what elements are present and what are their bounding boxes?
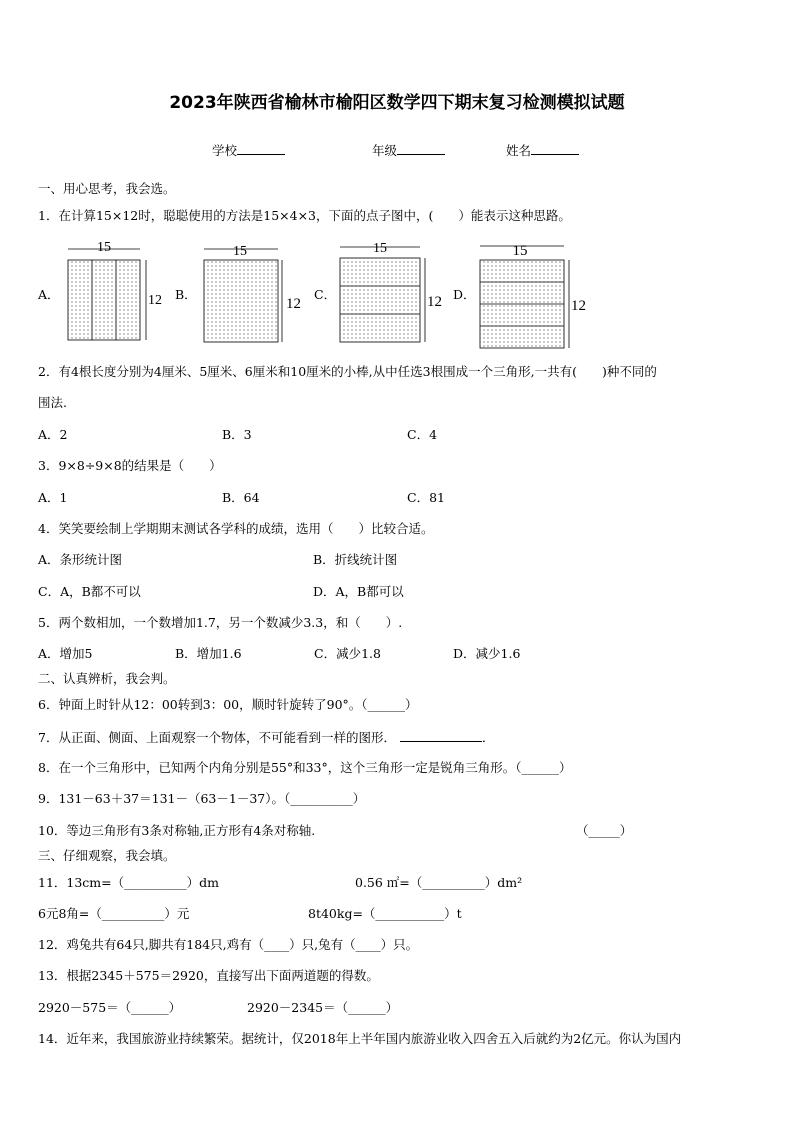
q8-text[interactable]: 8．在一个三角形中，已知两个内角分别是55°和33°，这个三角形一定是锐角三角形。（______） xyxy=(38,760,572,775)
q4-option-a[interactable]: A．条形统计图 xyxy=(38,552,123,567)
q3-option-c[interactable]: C．81 xyxy=(407,490,445,505)
q1-figure-d xyxy=(474,240,589,352)
name-field[interactable] xyxy=(506,142,579,159)
q9-text[interactable]: 9．131－63＋37＝131－（63－1－37）。（__________） xyxy=(38,791,366,806)
q11-part-b[interactable]: 0.56 ㎡=（__________）dm² xyxy=(355,875,523,890)
school-field[interactable] xyxy=(212,142,285,159)
name-label: 姓名 xyxy=(506,143,532,158)
q10-answer[interactable]: （_____） xyxy=(576,823,633,838)
q11-part-a[interactable]: 11．13cm=（__________）dm xyxy=(38,875,219,890)
q1-figure-c xyxy=(334,240,449,352)
q7-question: 7．从正面、侧面、上面观察一个物体，不可能看到一样的图形． xyxy=(38,730,396,745)
q1b-width-label: 15 xyxy=(233,244,247,259)
q4-text: 4．笑笑要绘制上学期期末测试各学科的成绩，选用（ ）比较合适。 xyxy=(38,521,434,536)
q1a-height-label: 12 xyxy=(148,293,162,308)
q3-option-b[interactable]: B．64 xyxy=(222,490,260,505)
q5-option-a[interactable]: A．增加5 xyxy=(38,646,93,661)
q1a-width-label: 15 xyxy=(97,240,111,255)
q3-option-a[interactable]: A．1 xyxy=(38,490,68,505)
q1d-width-label: 15 xyxy=(512,243,528,259)
q1d-height-label: 12 xyxy=(571,298,586,314)
q13-part-b[interactable]: 2920－2345＝（______） xyxy=(247,1000,399,1015)
q6-text[interactable]: 6．钟面上时针从12：00转到3：00，顺时针旋转了90°。（______） xyxy=(38,697,418,712)
q2-text: 2．有4根长度分别为4厘米、5厘米、6厘米和10厘米的小棒,从中任选3根围成一个三角形,一共有( )种不同的 xyxy=(38,364,657,379)
q1-figure-a xyxy=(62,240,162,352)
q1c-width-label: 15 xyxy=(373,241,387,256)
q1-option-a[interactable]: A． xyxy=(38,287,60,302)
q1-figure-b xyxy=(198,240,308,352)
q2-option-b[interactable]: B．3 xyxy=(222,427,252,442)
q5-option-d[interactable]: D．减少1.6 xyxy=(453,646,521,661)
q11-part-c[interactable]: 6元8角=（__________）元 xyxy=(38,906,190,921)
page-title: 2023年陕西省榆林市榆阳区数学四下期末复习检测模拟试题 xyxy=(169,93,625,113)
q1-text: 1．在计算15×12时，聪聪使用的方法是15×4×3，下面的点子图中，( ）能表示这种思路。 xyxy=(38,208,571,223)
q4-option-c[interactable]: C．A，B都不可以 xyxy=(38,584,141,599)
q2-option-c[interactable]: C．4 xyxy=(407,427,438,442)
section-3-heading: 三、仔细观察，我会填。 xyxy=(38,848,176,863)
q1-option-c[interactable]: C． xyxy=(314,287,337,302)
grade-label: 年级 xyxy=(372,143,398,158)
q2-option-a[interactable]: A．2 xyxy=(38,427,68,442)
q3-text: 3．9×8÷9×8的结果是（ ） xyxy=(38,458,222,473)
q2-text-cont: 围法. xyxy=(38,395,67,410)
school-label: 学校 xyxy=(212,143,238,158)
q4-option-b[interactable]: B．折线统计图 xyxy=(313,552,398,567)
q14-text: 14．近年来，我国旅游业持续繁荣。据统计，仅2018年上半年国内旅游业收入四舍五入后就约为2亿元。你认为国内 xyxy=(38,1031,682,1046)
q11-part-d[interactable]: 8t40kg=（___________）t xyxy=(308,906,462,921)
section-1-heading: 一、用心思考，我会选。 xyxy=(38,181,176,196)
q7-text: 7．从正面、侧面、上面观察一个物体，不可能看到一样的图形． ． xyxy=(38,730,495,745)
q10-text: 10．等边三角形有3条对称轴,正方形有4条对称轴. xyxy=(38,823,316,838)
q5-text: 5．两个数相加，一个数增加1.7，另一个数减少3.3，和（ ）. xyxy=(38,615,403,630)
q13-text: 13．根据2345＋575＝2920，直接写出下面两道题的得数。 xyxy=(38,968,379,983)
q1-option-b[interactable]: B． xyxy=(175,287,197,302)
q7-answer-blank[interactable] xyxy=(400,729,482,742)
q13-part-a[interactable]: 2920－575＝（______） xyxy=(38,1000,182,1015)
q5-option-c[interactable]: C．减少1.8 xyxy=(314,646,381,661)
q1c-height-label: 12 xyxy=(427,294,442,310)
q1b-height-label: 12 xyxy=(286,296,301,312)
q12-text[interactable]: 12．鸡兔共有64只,脚共有184只,鸡有（____）只,兔有（____）只。 xyxy=(38,937,419,952)
section-2-heading: 二、认真辨析，我会判。 xyxy=(38,671,176,686)
grade-field[interactable] xyxy=(372,142,445,159)
q5-option-b[interactable]: B．增加1.6 xyxy=(175,646,242,661)
q1-option-d[interactable]: D． xyxy=(453,287,476,302)
q4-option-d[interactable]: D．A，B都可以 xyxy=(313,584,404,599)
